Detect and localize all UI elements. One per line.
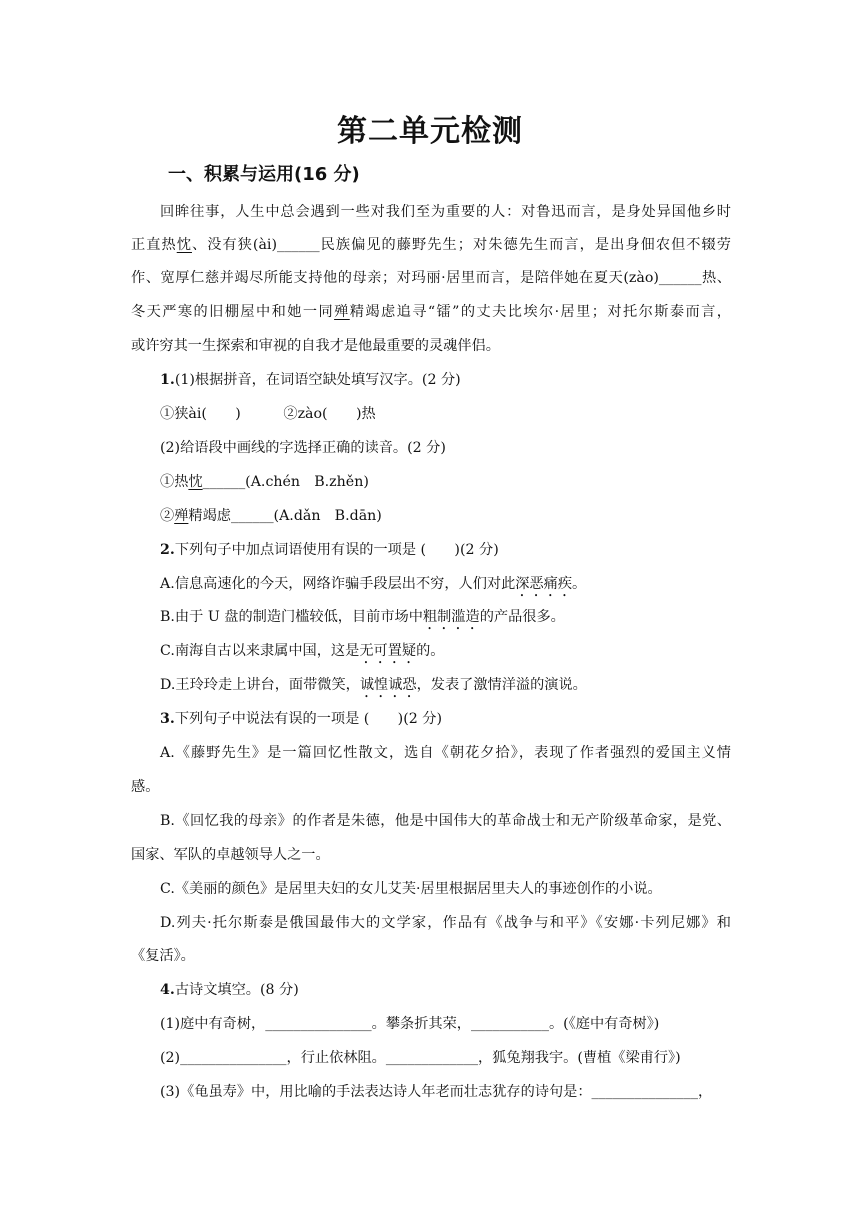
q1-option-2 xyxy=(160,506,382,526)
passage-line-4 xyxy=(131,302,731,322)
passage-text: 、没有狭(ài)______民族偏见的藤野先生；对朱德先生而言，是出身佃农但不辍劳 xyxy=(191,237,731,253)
dotted-phrase: 诚惶诚恐 xyxy=(359,677,417,693)
q3-option-c: C.《美丽的颜色》是居里夫妇的女儿艾芙·居里根据居里夫人的事迹创作的小说。 xyxy=(160,881,662,897)
option-text: 。 xyxy=(572,576,587,592)
option-text: ①热 xyxy=(160,474,189,490)
passage-line-2 xyxy=(131,235,731,255)
q2-stem xyxy=(160,540,499,560)
option-text: ，发表了激情洋溢的演说。 xyxy=(416,677,587,693)
q3-option-b-line1: B.《回忆我的母亲》的作者是朱德，他是中国伟大的革命战士和无产阶级革命家，是党、 xyxy=(160,813,731,829)
passage-text: 冬天严寒的旧棚屋中和她一同 xyxy=(131,304,335,320)
question-number: 3. xyxy=(160,711,175,727)
dotted-phrase: 深恶痛疾 xyxy=(515,576,573,592)
passage-text: 精竭虑追寻“镭”的丈夫比埃尔·居里；对托尔斯泰而言， xyxy=(349,304,731,320)
option-text: C.南海自古以来隶属中国，这是 xyxy=(160,643,360,659)
q3-option-a-line1: A.《藤野先生》是一篇回忆性散文，选自《朝花夕拾》，表现了作者强烈的爱国主义情 xyxy=(160,745,731,761)
underlined-char: 忱 xyxy=(188,474,203,490)
q1-stem-text: (1)根据拼音，在词语空缺处填写汉字。(2 分) xyxy=(174,372,461,388)
option-text: A.信息高速化的今天，网络诈骗手段层出不穷，人们对此 xyxy=(160,576,516,592)
q1-stem xyxy=(160,370,461,390)
section-heading: 一、积累与运用(16 分) xyxy=(168,164,360,185)
q3-stem-text: 下列句子中说法有误的一项是 ( )(2 分) xyxy=(174,711,443,727)
q2-stem-text: 下列句子中加点词语使用有误的一项是 ( )(2 分) xyxy=(174,542,499,558)
q3-option-d-line1: D.列夫·托尔斯泰是俄国最伟大的文学家，作品有《战争与和平》《安娜·卡列尼娜》和 xyxy=(160,915,731,931)
option-text: 精竭虑______(A.dǎn B.dān) xyxy=(188,508,382,524)
option-text: ______(A.chén B.zhěn) xyxy=(202,474,369,490)
passage-line-3: 作、宽厚仁慈并竭尽所能支持他的母亲；对玛丽·居里而言，是陪伴她在夏天(zào)______热、 xyxy=(131,270,731,286)
q1-part2-stem: (2)给语段中画线的字选择正确的读音。(2 分) xyxy=(160,440,446,456)
question-number: 2. xyxy=(160,542,175,558)
q3-option-a-line2: 感。 xyxy=(131,779,160,795)
dotted-phrase: 无可置疑 xyxy=(359,643,417,659)
q3-option-d-line2: 《复活》。 xyxy=(131,948,195,964)
question-number: 1. xyxy=(160,372,175,388)
passage-line-5: 或许穷其一生探索和审视的自我才是他最重要的灵魂伴侣。 xyxy=(131,338,500,354)
q4-line-2: (2)_______________，行止依林阻。_____________，狐兔翔我宇。(曹植《梁甫行》) xyxy=(160,1050,681,1066)
option-text: 的产品很多。 xyxy=(479,609,565,625)
underlined-char: 殚 xyxy=(174,508,189,524)
q4-stem xyxy=(160,980,299,1000)
question-number: 4. xyxy=(160,982,175,998)
underlined-char-dan: 殚 xyxy=(334,304,350,320)
q1-option-1 xyxy=(160,472,369,492)
dotted-phrase: 粗制滥造 xyxy=(422,609,480,625)
q4-stem-text: 古诗文填空。(8 分) xyxy=(174,982,299,998)
option-text: ② xyxy=(160,508,175,524)
passage-line-1: 回眸往事，人生中总会遇到一些对我们至为重要的人：对鲁迅而言，是身处异国他乡时 xyxy=(160,204,731,220)
option-text: D.王玲玲走上讲台，面带微笑， xyxy=(160,677,360,693)
underlined-char-chen: 忱 xyxy=(176,237,192,253)
q2-option-d xyxy=(160,675,587,701)
q3-stem xyxy=(160,709,442,729)
q4-line-1: (1)庭中有奇树，_______________。攀条折其荣，___________。(《庭中有奇树》) xyxy=(160,1016,660,1032)
q2-option-b xyxy=(160,607,565,633)
q2-option-a xyxy=(160,574,586,600)
q3-option-b-line2: 国家、军队的卓越领导人之一。 xyxy=(131,847,330,863)
option-text: B.由于 U 盘的制造门槛较低，目前市场中 xyxy=(160,609,423,625)
page-title: 第二单元检测 xyxy=(337,114,523,149)
q2-option-c xyxy=(160,641,444,667)
q1-fill-line: ①狭ài( ) ②zào( )热 xyxy=(160,406,376,422)
option-text: 的。 xyxy=(416,643,445,659)
passage-text: 正直热 xyxy=(131,237,177,253)
q4-line-3: (3)《龟虽寿》中，用比喻的手法表达诗人年老而壮志犹存的诗句是：_______________， xyxy=(160,1084,713,1100)
